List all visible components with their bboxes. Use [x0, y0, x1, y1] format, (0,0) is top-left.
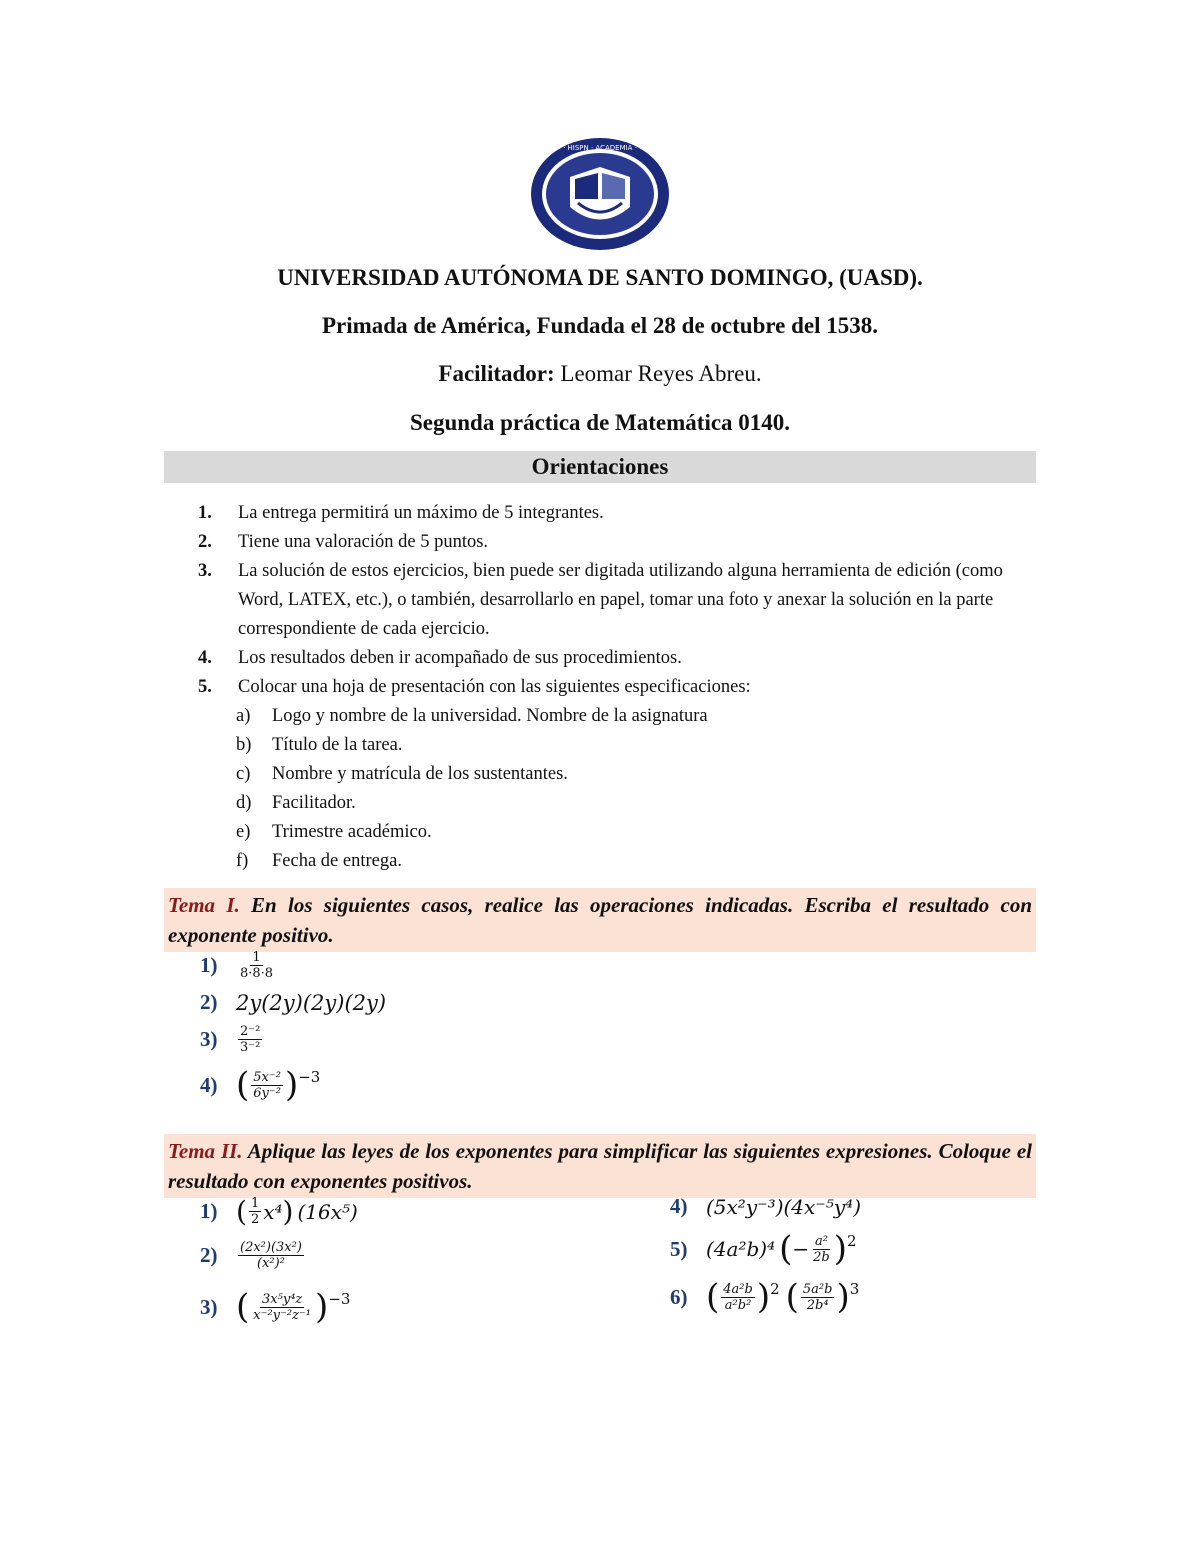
sub-list-item: c) Nombre y matrícula de los sustentantes. — [236, 764, 568, 784]
orientaciones-list — [198, 499, 1018, 876]
tema1-exercise-3: 3) $\frac{\text{2⁻²}}{\text{3⁻²}}$ — [200, 1024, 261, 1055]
list-item: 1. La entrega permitirá un máximo de 5 integrantes. — [198, 503, 604, 523]
sub-list-item: b) Título de la tarea. — [236, 735, 403, 755]
tema-1-heading: Tema I. En los siguientes casos, realice las operaciones indicadas. Escriba el resultado con exponente positivo. — [164, 888, 1036, 952]
list-item: 5. Colocar una hoja de presentación con las siguientes especificaciones: — [198, 677, 751, 697]
sub-list-item: f) Fecha de entrega. — [236, 851, 402, 871]
facilitator-name: Leomar Reyes Abreu. — [554, 361, 762, 386]
tema2-exercise-2: 2) $\frac{\text{(2x²)(3x²)}}{\text{(x²)²}}$ — [200, 1240, 302, 1271]
facilitator-label: Facilitador: — [438, 361, 555, 386]
tema1-exercise-2: 2) 2y(2y)(2y)(2y) — [200, 990, 387, 1015]
svg-text:· HISPN · ACADEMIA ·: · HISPN · ACADEMIA · — [563, 144, 637, 152]
university-title: UNIVERSIDAD AUTÓNOMA DE SANTO DOMINGO, (UASD). — [277, 265, 923, 290]
tema-2-heading: Tema II. Aplique las leyes de los exponentes para simplificar las siguientes expresiones. Coloque el resultado con exponentes positivos. — [164, 1134, 1036, 1198]
university-subtitle: Primada de América, Fundada el 28 de octubre del 1538. — [321, 313, 879, 338]
tema2-exercise-6: 6) ( $\frac{\text{4a²b}}{\text{a²b²}}$ ) $^2$ ( $\frac{\text{5a²b}}{\text{2b⁴}}$ ) $^3$ — [670, 1277, 860, 1317]
orientaciones-heading: Orientaciones — [164, 451, 1036, 483]
tema2-exercise-1: 1) ( $\frac{1}{2}$ x⁴ ) (16x⁵) — [200, 1194, 358, 1228]
tema1-exercise-4: 4) ( $\frac{\text{5x⁻²}}{\text{6y⁻²}}$ ) $^{-3}$ — [200, 1065, 321, 1105]
facilitator-line — [0, 361, 1200, 387]
tema2-exercise-3: 3) ( $\frac{\text{3x⁵y⁴z}}{\text{x⁻²y⁻²z⁻¹}}$ ) $^{-3}$ — [200, 1287, 351, 1327]
practice-title: Segunda práctica de Matemática 0140. — [409, 410, 791, 435]
sub-list-item: a) Logo y nombre de la universidad. Nombre de la asignatura — [236, 706, 708, 726]
university-seal-logo — [530, 137, 670, 255]
tema2-exercise-5: 5) (4a²b)⁴ ( − $\frac{\text{a²}}{2b}$ ) $^2$ — [670, 1229, 857, 1269]
tema1-exercise-1: 1) $\frac{1}{8\cdot 8\cdot 8}$ — [200, 950, 274, 981]
sub-list-item: e) Trimestre académico. — [236, 822, 432, 842]
sub-list-item: d) Facilitador. — [236, 793, 356, 813]
list-item: 3. La solución de estos ejercicios, bien puede ser digitada utilizando alguna herramienta de edición (como Word, LATEX, etc.), o también, desarrollarlo en papel, tomar una foto y anexar la solución en la parte correspondiente de cada ejercicio. — [198, 561, 1003, 639]
tema2-exercise-4: 4) (5x²y⁻³)(4x⁻⁵y⁴) — [670, 1194, 861, 1219]
list-item: 2. Tiene una valoración de 5 puntos. — [198, 532, 489, 552]
list-item: 4. Los resultados deben ir acompañado de sus procedimientos. — [198, 648, 682, 668]
